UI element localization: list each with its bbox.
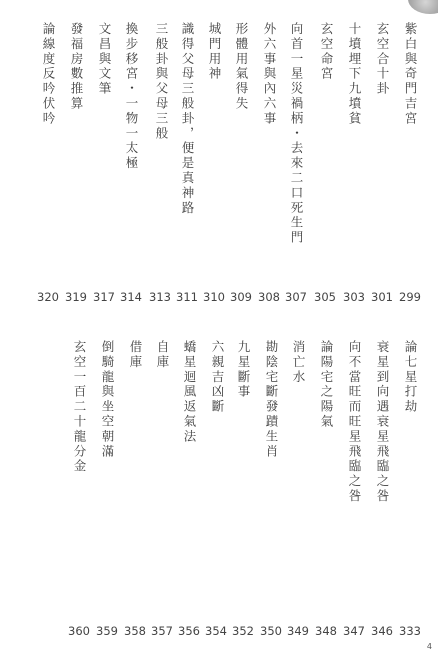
toc-page-number: 311 [176, 290, 198, 304]
toc-entry-title: 換步移宮・一物一太極 [124, 22, 139, 171]
toc-page-number: 357 [151, 624, 173, 638]
toc-entry-title: 消亡水 [291, 340, 306, 385]
toc-page-number: 354 [205, 624, 227, 638]
toc-entry-title: 識得父母三般卦，便是真神路 [180, 22, 195, 216]
toc-entry-title: 形體用氣得失 [234, 22, 249, 112]
toc-page-number: 301 [371, 290, 393, 304]
toc-entry-title: 向首一星災禍柄・去來二口死生門 [289, 22, 304, 246]
toc-page-number: 308 [258, 290, 280, 304]
toc-entry-title: 九星斷事 [236, 340, 251, 400]
toc-page-number: 346 [371, 624, 393, 638]
toc-page-number: 309 [230, 290, 252, 304]
toc-page-number: 333 [399, 624, 421, 638]
toc-page-number: 349 [287, 624, 309, 638]
toc-entry-title: 衰星到向遇衰星飛臨之咎 [375, 340, 390, 504]
toc-entry-title: 向不當旺而旺星飛臨之咎 [347, 340, 362, 504]
toc-entry-title: 三般卦與父母三般 [154, 22, 169, 142]
toc-entry-title: 文昌與文筆 [97, 22, 112, 97]
toc-entry-title: 玄空命宮 [319, 22, 334, 82]
toc-entry-title: 外六事與內六事 [262, 22, 277, 127]
toc-page-number: 352 [232, 624, 254, 638]
toc-page-number: 348 [315, 624, 337, 638]
toc-entry-title: 城門用神 [207, 22, 222, 82]
toc-page-number: 319 [65, 290, 87, 304]
toc-page-number: 299 [399, 290, 421, 304]
toc-entry-title: 玄空合十卦 [375, 22, 390, 97]
folio-number: 4 [426, 642, 432, 651]
toc-page-number: 356 [178, 624, 200, 638]
toc-entry-title: 論線度反吟伏吟 [41, 22, 56, 127]
toc-entry-title: 自庫 [155, 340, 170, 370]
toc-page-number: 303 [343, 290, 365, 304]
toc-entry-title: 紫白與奇門吉宮 [403, 22, 418, 127]
toc-page-number: 305 [314, 290, 336, 304]
toc-page-number: 314 [120, 290, 142, 304]
toc-entry-title: 論陽宅之陽氣 [319, 340, 334, 430]
toc-entry-title: 蟜星迴風返氣法 [182, 340, 197, 445]
toc-page-number: 310 [203, 290, 225, 304]
toc-entry-title: 倒騎龍與坐空朝滿 [100, 340, 115, 460]
toc-entry-title: 借庫 [128, 340, 143, 370]
toc-entry-title: 發福房數推算 [69, 22, 84, 112]
toc-page-number: 317 [93, 290, 115, 304]
toc-page-number: 320 [37, 290, 59, 304]
toc-page-number: 307 [285, 290, 307, 304]
toc-page-number: 350 [260, 624, 282, 638]
toc-page-number: 347 [343, 624, 365, 638]
toc-page-number: 359 [96, 624, 118, 638]
toc-entry-title: 論七星打劫 [403, 340, 418, 415]
toc-page-number: 358 [124, 624, 146, 638]
toc-entry-title: 六親吉凶斷 [210, 340, 225, 415]
toc-entry-title: 勘陰宅斷發蹟生肖 [264, 340, 279, 460]
toc-entry-title: 玄空一百二十龍分金 [72, 340, 87, 475]
toc-bottom-section [0, 330, 438, 653]
toc-page-number: 313 [149, 290, 171, 304]
toc-entry-title: 十墳埋下九墳貧 [347, 22, 362, 127]
toc-page-number: 360 [68, 624, 90, 638]
